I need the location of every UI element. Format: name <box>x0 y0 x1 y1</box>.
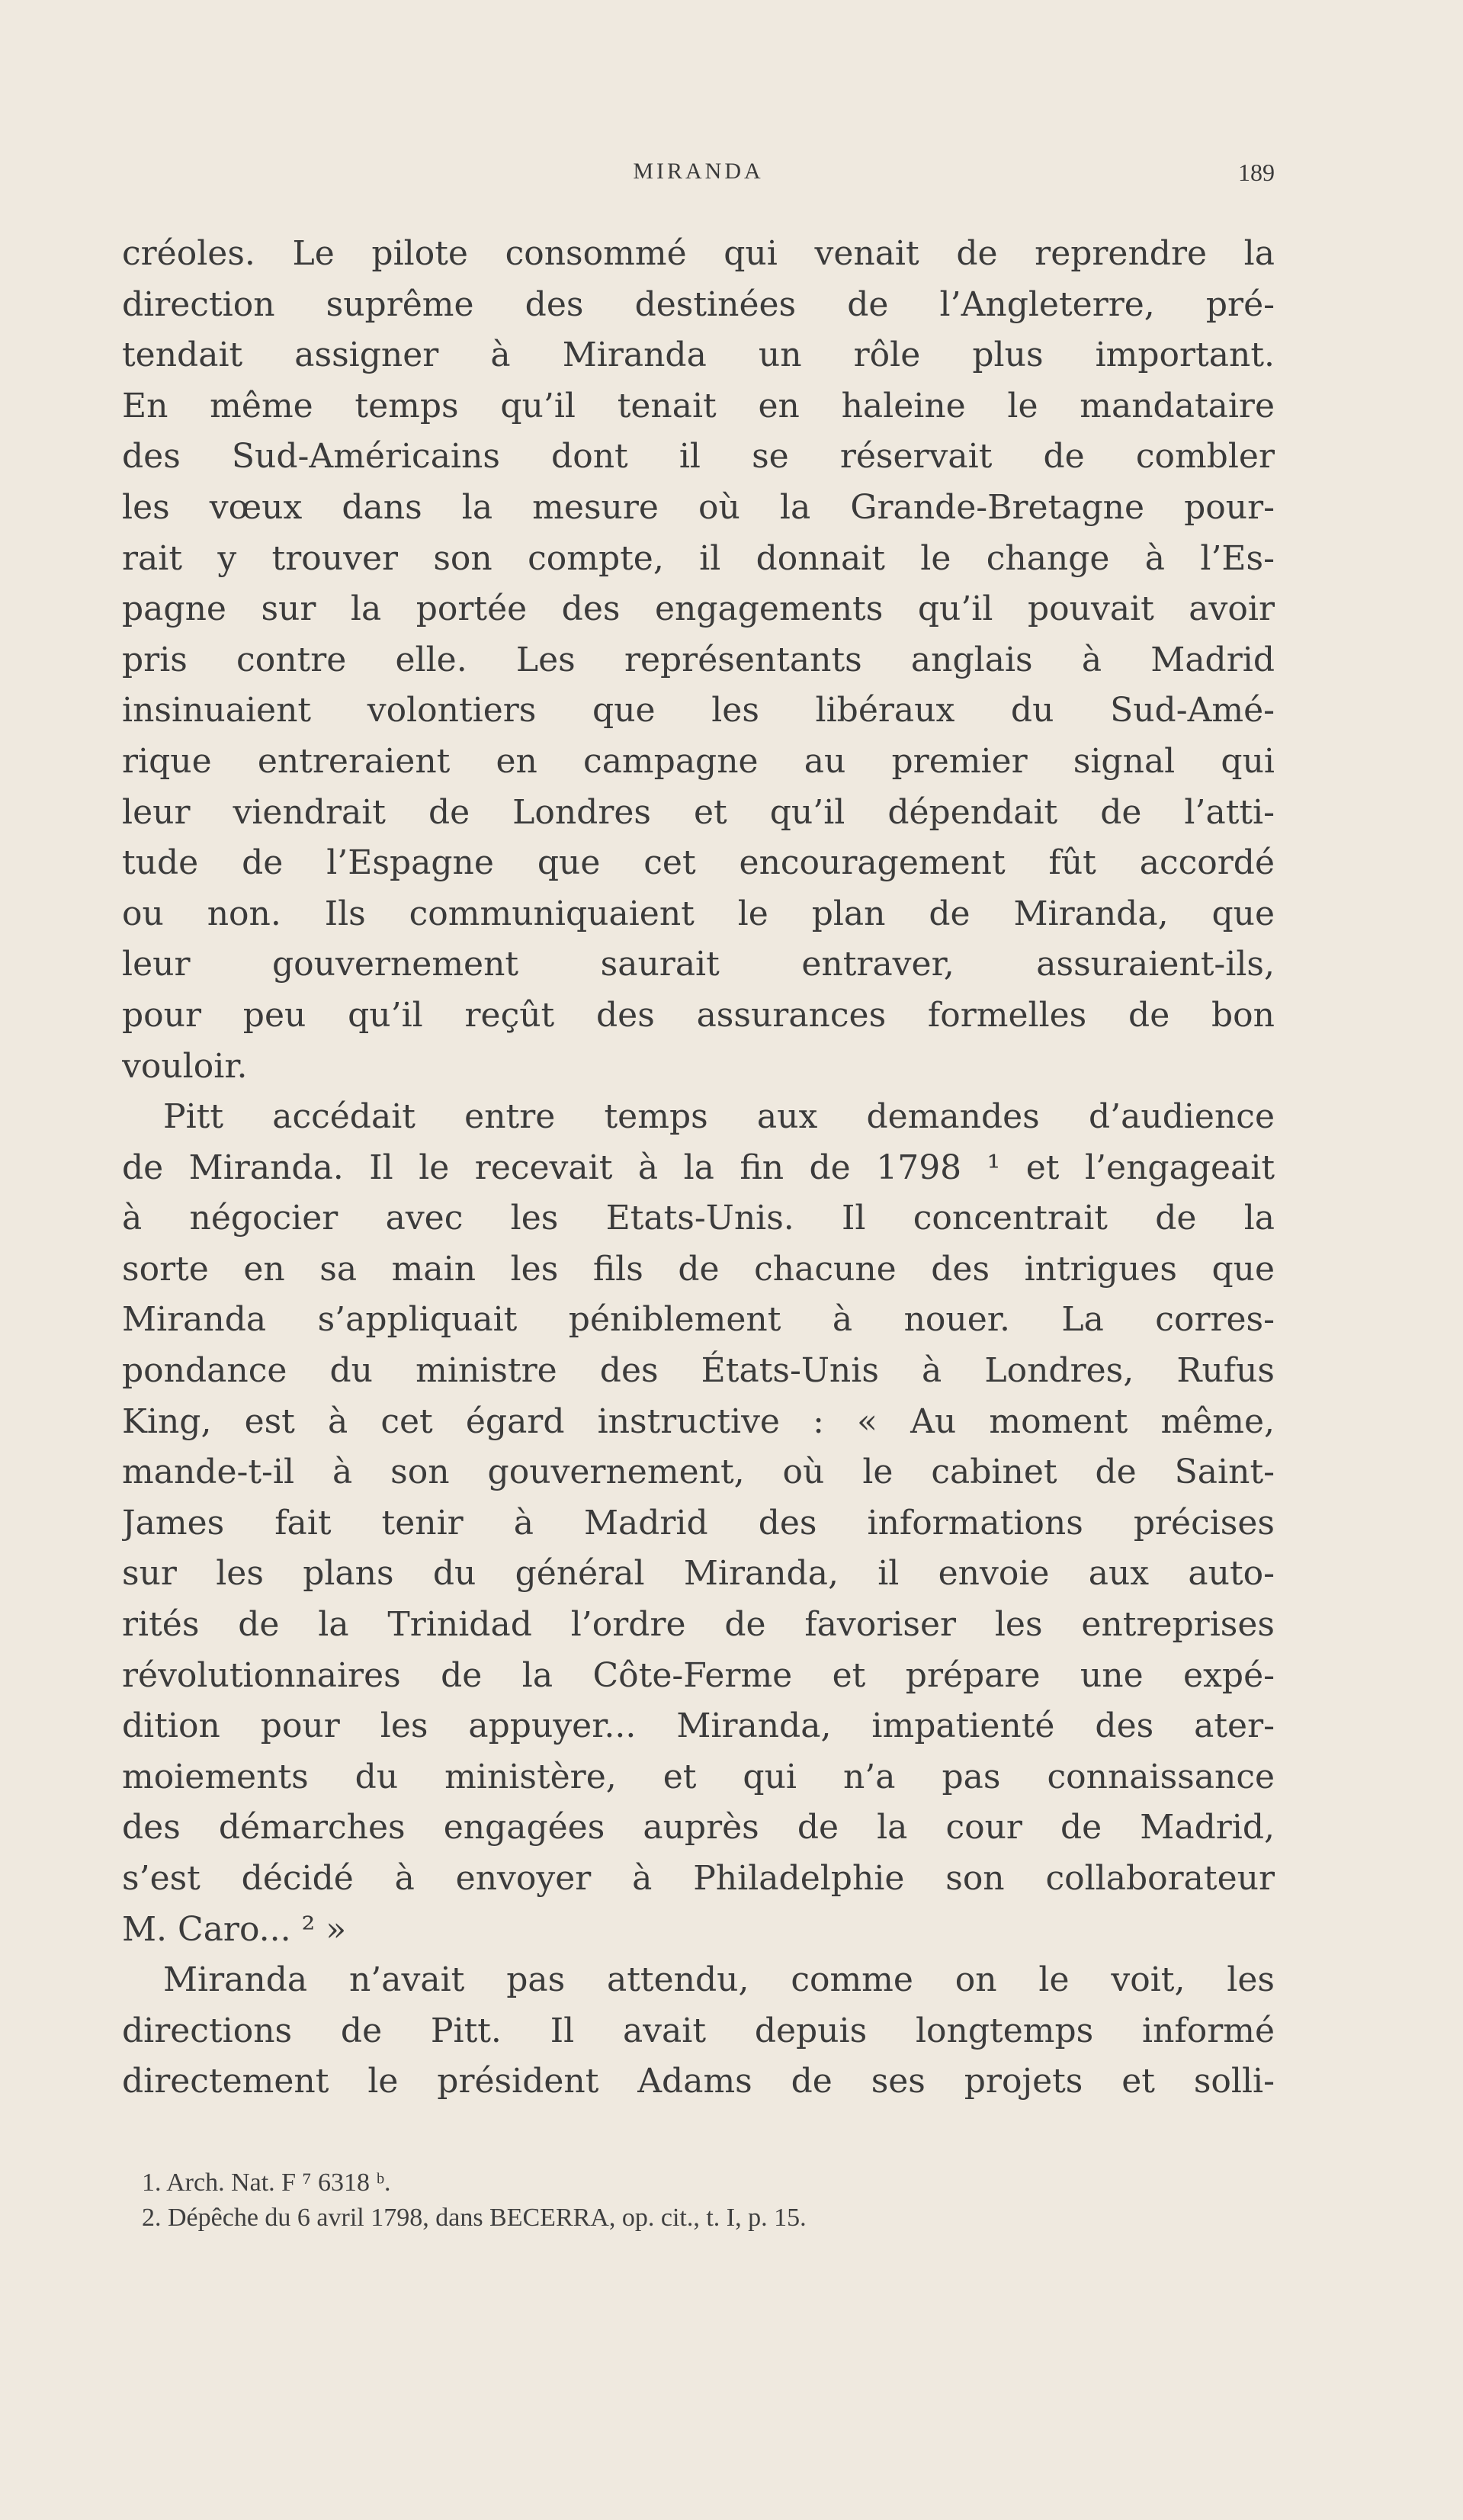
text-line: directions de Pitt. Il avait depuis longtemps informé <box>122 2011 1275 2050</box>
text-line: direction suprême des destinées de l’Angleterre, pré- <box>122 284 1275 324</box>
text-line: rait y trouver son compte, il donnait le change à l’Es- <box>122 538 1275 578</box>
running-title: MIRANDA <box>633 159 764 184</box>
text-line: pondance du ministre des États-Unis à Londres, Rufus <box>122 1351 1275 1391</box>
text-line: tendait assigner à Miranda un rôle plus important. <box>122 335 1275 375</box>
footnote: 1. Arch. Nat. F ⁷ 6318 ᵇ. <box>142 2168 391 2197</box>
text-line: à négocier avec les Etats-Unis. Il concentrait de la <box>122 1199 1275 1238</box>
text-line: insinuaient volontiers que les libéraux du Sud-Amé- <box>122 691 1275 730</box>
text-line: vouloir. <box>122 1046 248 1086</box>
footnote: 2. Dépêche du 6 avril 1798, dans BECERRA, op. cit., t. I, p. 15. <box>142 2204 807 2232</box>
text-line: des Sud-Américains dont il se réservait de combler <box>122 437 1275 477</box>
body-text <box>122 229 1275 2107</box>
text-line: M. Caro... ² » <box>122 1909 347 1949</box>
text-line: de Miranda. Il le recevait à la fin de 1798 ¹ et l’engageait <box>122 1148 1275 1187</box>
text-line: rique entreraient en campagne au premier signal qui <box>122 741 1275 781</box>
text-line: s’est décidé à envoyer à Philadelphie son collaborateur <box>122 1859 1275 1898</box>
text-line: James fait tenir à Madrid des informations précises <box>122 1503 1275 1542</box>
page-number: 189 <box>1238 159 1275 186</box>
text-line: créoles. Le pilote consommé qui venait de reprendre la <box>122 234 1275 273</box>
text-line: Pitt accédait entre temps aux demandes d’audience <box>163 1097 1275 1137</box>
text-line: leur gouvernement saurait entraver, assuraient-ils, <box>122 945 1275 984</box>
text-line: En même temps qu’il tenait en haleine le mandataire <box>122 386 1275 425</box>
text-line: leur viendrait de Londres et qu’il dépendait de l’atti- <box>122 792 1275 832</box>
text-line: rités de la Trinidad l’ordre de favoriser les entreprises <box>122 1605 1275 1645</box>
text-line: dition pour les appuyer... Miranda, impatienté des ater- <box>122 1706 1275 1746</box>
text-line: pris contre elle. Les représentants anglais à Madrid <box>122 640 1275 679</box>
text-line: pour peu qu’il reçût des assurances formelles de bon <box>122 995 1275 1035</box>
text-line: Miranda s’appliquait péniblement à nouer. La corres- <box>122 1300 1275 1340</box>
text-line: mande-t-il à son gouvernement, où le cabinet de Saint- <box>122 1453 1275 1492</box>
text-line: les vœux dans la mesure où la Grande-Bretagne pour- <box>122 487 1275 527</box>
text-line: moiements du ministère, et qui n’a pas connaissance <box>122 1757 1275 1796</box>
text-line: sorte en sa main les fils de chacune des intrigues que <box>122 1249 1275 1289</box>
text-line: sur les plans du général Miranda, il envoie aux auto- <box>122 1554 1275 1594</box>
text-line: pagne sur la portée des engagements qu’il pouvait avoir <box>122 589 1275 629</box>
text-line: révolutionnaires de la Côte-Ferme et prépare une expé- <box>122 1655 1275 1695</box>
text-line: tude de l’Espagne que cet encouragement fût accordé <box>122 843 1275 883</box>
text-line: King, est à cet égard instructive : « Au moment même, <box>122 1401 1275 1441</box>
text-line: directement le président Adams de ses projets et solli- <box>122 2062 1275 2101</box>
text-line: des démarches engagées auprès de la cour de Madrid, <box>122 1808 1275 1847</box>
text-line: Miranda n’avait pas attendu, comme on le voit, les <box>163 1960 1275 2000</box>
footnotes <box>142 2165 1209 2236</box>
running-head <box>122 159 1275 189</box>
text-line: ou non. Ils communiquaient le plan de Miranda, que <box>122 894 1275 933</box>
